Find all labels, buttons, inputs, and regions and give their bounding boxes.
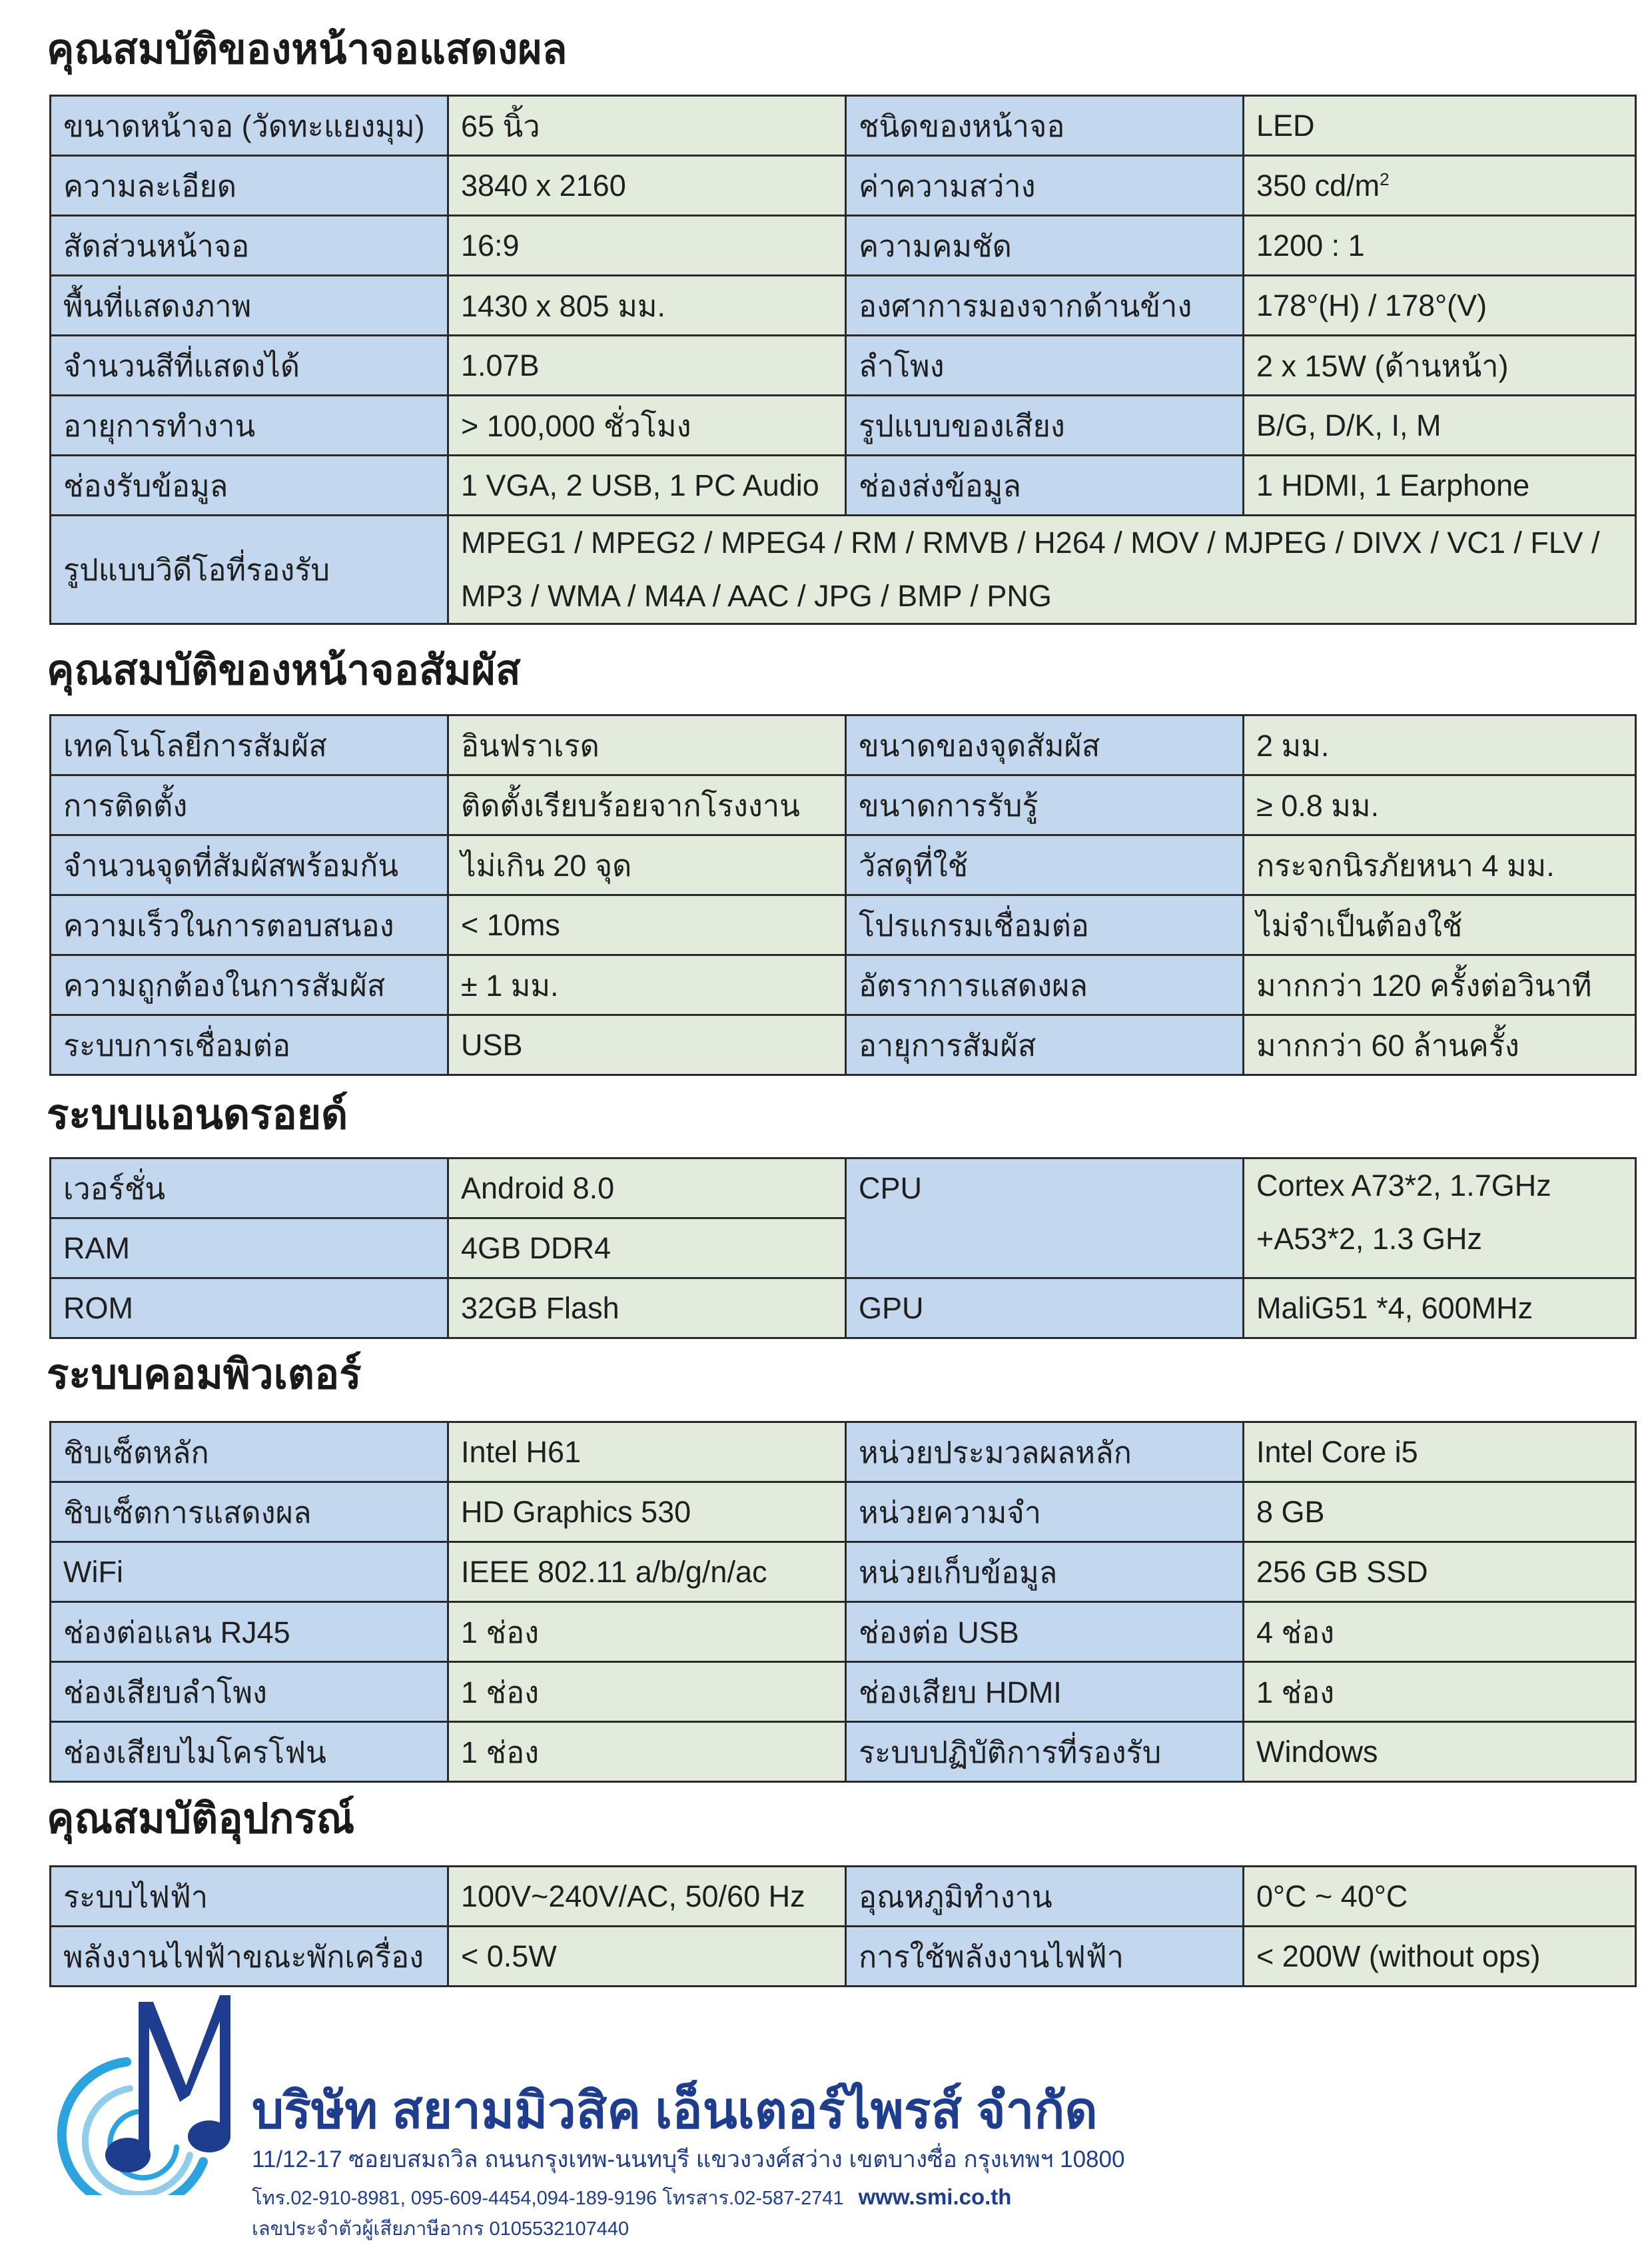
spec-label: ช่องต่อ USB xyxy=(846,1602,1244,1662)
android-ram-label: RAM xyxy=(51,1218,448,1278)
spec-label: ช่องรับข้อมูล xyxy=(51,456,448,516)
spec-label: ขนาดของจุดสัมผัส xyxy=(846,715,1244,775)
spec-label: ชนิดของหน้าจอ xyxy=(846,96,1244,156)
spec-label: การใช้พลังงานไฟฟ้า xyxy=(846,1927,1244,1987)
spec-label: จำนวนสีที่แสดงได้ xyxy=(51,336,448,396)
table-row xyxy=(51,775,1636,835)
spec-label: ความคมชัด xyxy=(846,216,1244,276)
video-format-line: MP3 / WMA / M4A / AAC / JPG / BMP / PNG xyxy=(461,579,1052,613)
spec-label: จำนวนจุดที่สัมผัสพร้อมกัน xyxy=(51,835,448,895)
brightness-superscript: 2 xyxy=(1380,169,1390,189)
company-website-link[interactable]: www.smi.co.th xyxy=(858,2184,1012,2209)
table-row xyxy=(51,1722,1636,1782)
spec-value: LED xyxy=(1244,96,1636,156)
spec-label: พลังงานไฟฟ้าขณะพักเครื่อง xyxy=(51,1927,448,1987)
spec-label: พื้นที่แสดงภาพ xyxy=(51,276,448,336)
spec-label: ชิบเซ็ตหลัก xyxy=(51,1422,448,1482)
spec-label: ระบบการเชื่อมต่อ xyxy=(51,1015,448,1075)
spec-value: 1 VGA, 2 USB, 1 PC Audio xyxy=(448,456,846,516)
spec-label: ช่องต่อแลน RJ45 xyxy=(51,1602,448,1662)
spec-value: 1 ช่อง xyxy=(448,1662,846,1722)
spec-label: ค่าความสว่าง xyxy=(846,156,1244,216)
cpu-line: +A53*2, 1.3 GHz xyxy=(1256,1222,1482,1256)
android-version-value: Android 8.0 xyxy=(448,1158,846,1218)
spec-label: การติดตั้ง xyxy=(51,775,448,835)
spec-value: 1.07B xyxy=(448,336,846,396)
spec-value: 65 นิ้ว xyxy=(448,96,846,156)
table-row xyxy=(51,715,1636,775)
spec-label: ความละเอียด xyxy=(51,156,448,216)
spec-value: 2 x 15W (ด้านหน้า) xyxy=(1244,336,1636,396)
spec-value: 1200 : 1 xyxy=(1244,216,1636,276)
table-row xyxy=(51,1602,1636,1662)
spec-value: 1 ช่อง xyxy=(1244,1662,1636,1722)
table-row xyxy=(51,96,1636,156)
table-row xyxy=(51,895,1636,955)
spec-value: มากกว่า 60 ล้านครั้ง xyxy=(1244,1015,1636,1075)
spec-label: ระบบไฟฟ้า xyxy=(51,1867,448,1927)
android-gpu-label: GPU xyxy=(846,1278,1244,1338)
table-row xyxy=(51,1422,1636,1482)
android-spec-table xyxy=(49,1157,1637,1339)
table-row xyxy=(51,156,1636,216)
spec-value: 8 GB xyxy=(1244,1482,1636,1542)
spec-label: หน่วยประมวลผลหลัก xyxy=(846,1422,1244,1482)
spec-label: หน่วยเก็บข้อมูล xyxy=(846,1542,1244,1602)
spec-label: ระบบปฏิบัติการที่รองรับ xyxy=(846,1722,1244,1782)
spec-label: อัตราการแสดงผล xyxy=(846,955,1244,1015)
spec-label: WiFi xyxy=(51,1542,448,1602)
android-version-label: เวอร์ชั่น xyxy=(51,1158,448,1218)
company-tax-id: เลขประจำตัวผู้เสียภาษีอากร 0105532107440 xyxy=(252,2218,629,2240)
android-rom-label: ROM xyxy=(51,1278,448,1338)
spec-value: 1 ช่อง xyxy=(448,1722,846,1782)
spec-label: ขนาดการรับรู้ xyxy=(846,775,1244,835)
company-address: 11/12-17 ซอยบสมถวิล ถนนกรุงเทพ-นนทบุรี แขวงวงศ์สว่าง เขตบางซื่อ กรุงเทพฯ 10800 xyxy=(252,2146,1125,2172)
spec-label: ขนาดหน้าจอ (วัดทะแยงมุม) xyxy=(51,96,448,156)
spec-value: ไม่จำเป็นต้องใช้ xyxy=(1244,895,1636,955)
table-row xyxy=(51,336,1636,396)
spec-value: 0°C ~ 40°C xyxy=(1244,1867,1636,1927)
spec-value: 100V~240V/AC, 50/60 Hz xyxy=(448,1867,846,1927)
display-spec-table xyxy=(49,95,1637,625)
spec-label: หน่วยความจำ xyxy=(846,1482,1244,1542)
android-cpu-value xyxy=(1244,1158,1636,1278)
table-row xyxy=(51,835,1636,895)
spec-value: ≥ 0.8 มม. xyxy=(1244,775,1636,835)
spec-value: กระจกนิรภัยหนา 4 มม. xyxy=(1244,835,1636,895)
spec-value: Windows xyxy=(1244,1722,1636,1782)
spec-label: ช่องเสียบ HDMI xyxy=(846,1662,1244,1722)
spec-value: 256 GB SSD xyxy=(1244,1542,1636,1602)
spec-label: ช่องเสียบลำโพง xyxy=(51,1662,448,1722)
company-name: บริษัท สยามมิวสิค เอ็นเตอร์ไพรส์ จำกัด xyxy=(252,2082,1098,2139)
spec-value: 1430 x 805 มม. xyxy=(448,276,846,336)
table-row xyxy=(51,1867,1636,1927)
spec-value: B/G, D/K, I, M xyxy=(1244,396,1636,456)
spec-value: 1 ช่อง xyxy=(448,1602,846,1662)
spec-label: ช่องเสียบไมโครโฟน xyxy=(51,1722,448,1782)
table-row xyxy=(51,955,1636,1015)
table-row xyxy=(51,1015,1636,1075)
spec-value: HD Graphics 530 xyxy=(448,1482,846,1542)
spec-label: รูปแบบของเสียง xyxy=(846,396,1244,456)
spec-value: > 100,000 ชั่วโมง xyxy=(448,396,846,456)
section-title-display: คุณสมบัติของหน้าจอแสดงผล xyxy=(47,27,568,73)
cpu-line: Cortex A73*2, 1.7GHz xyxy=(1256,1168,1551,1202)
spec-value: ติดตั้งเรียบร้อยจากโรงงาน xyxy=(448,775,846,835)
spec-label: สัดส่วนหน้าจอ xyxy=(51,216,448,276)
spec-label: อุณหภูมิทำงาน xyxy=(846,1867,1244,1927)
android-gpu-value: MaliG51 *4, 600MHz xyxy=(1244,1278,1636,1338)
spec-label: โปรแกรมเชื่อมต่อ xyxy=(846,895,1244,955)
spec-value: Intel H61 xyxy=(448,1422,846,1482)
table-row xyxy=(51,1158,1636,1218)
company-contact xyxy=(252,2182,1011,2213)
spec-label: เทคโนโลยีการสัมผัส xyxy=(51,715,448,775)
spec-value: < 10ms xyxy=(448,895,846,955)
table-row xyxy=(51,216,1636,276)
spec-label: ความถูกต้องในการสัมผัส xyxy=(51,955,448,1015)
video-format-line: MPEG1 / MPEG2 / MPEG4 / RM / RMVB / H264 / MOV / MJPEG / DIVX / VC1 / FLV / xyxy=(461,526,1600,560)
touch-spec-table xyxy=(49,714,1637,1076)
table-row xyxy=(51,1278,1636,1338)
spec-label: ความเร็วในการตอบสนอง xyxy=(51,895,448,955)
table-row xyxy=(51,1542,1636,1602)
android-cpu-label: CPU xyxy=(846,1158,1244,1278)
spec-value: USB xyxy=(448,1015,846,1075)
spec-label: อายุการทำงาน xyxy=(51,396,448,456)
table-row xyxy=(51,276,1636,336)
table-row xyxy=(51,1927,1636,1987)
accessory-spec-table xyxy=(49,1865,1637,1987)
table-row xyxy=(51,1662,1636,1722)
android-ram-value: 4GB DDR4 xyxy=(448,1218,846,1278)
section-title-accessory: คุณสมบัติอุปกรณ์ xyxy=(47,1796,355,1842)
table-row xyxy=(51,1482,1636,1542)
spec-value: มากกว่า 120 ครั้งต่อวินาที xyxy=(1244,955,1636,1015)
spec-value: 350 $cd/m^2$ xyxy=(1244,156,1636,216)
spec-value: 3840 x 2160 xyxy=(448,156,846,216)
spec-label: ชิบเซ็ตการแสดงผล xyxy=(51,1482,448,1542)
spec-value: Intel Core i5 xyxy=(1244,1422,1636,1482)
spec-value: 178°(H) / 178°(V) xyxy=(1244,276,1636,336)
spec-value: IEEE 802.11 a/b/g/n/ac xyxy=(448,1542,846,1602)
computer-spec-table xyxy=(49,1421,1637,1783)
table-row xyxy=(51,516,1636,624)
spec-value: 1 HDMI, 1 Earphone xyxy=(1244,456,1636,516)
video-format-value xyxy=(448,516,1636,624)
spec-value: 4 ช่อง xyxy=(1244,1602,1636,1662)
section-title-computer: ระบบคอมพิวเตอร์ xyxy=(47,1352,362,1398)
table-row xyxy=(51,456,1636,516)
spec-value: อินฟราเรด xyxy=(448,715,846,775)
table-row xyxy=(51,396,1636,456)
company-logo-icon xyxy=(53,1995,246,2195)
spec-label: อายุการสัมผัส xyxy=(846,1015,1244,1075)
company-phone: โทร.02-910-8981, 095-609-4454,094-189-9196 โทรสาร.02-587-2741 xyxy=(252,2188,844,2209)
spec-label: วัสดุที่ใช้ xyxy=(846,835,1244,895)
spec-value: < 0.5W xyxy=(448,1927,846,1987)
spec-value: 2 มม. xyxy=(1244,715,1636,775)
spec-label: ลำโพง xyxy=(846,336,1244,396)
android-rom-value: 32GB Flash xyxy=(448,1278,846,1338)
spec-label: องศาการมองจากด้านข้าง xyxy=(846,276,1244,336)
spec-value: ไม่เกิน 20 จุด xyxy=(448,835,846,895)
video-format-label: รูปแบบวิดีโอที่รองรับ xyxy=(51,516,448,624)
section-title-android: ระบบแอนดรอยด์ xyxy=(47,1092,348,1138)
section-title-touch: คุณสมบัติของหน้าจอสัมผัส xyxy=(47,648,521,693)
spec-value: ± 1 มม. xyxy=(448,955,846,1015)
spec-value: 16:9 xyxy=(448,216,846,276)
spec-label: ช่องส่งข้อมูล xyxy=(846,456,1244,516)
spec-value: < 200W (without ops) xyxy=(1244,1927,1636,1987)
